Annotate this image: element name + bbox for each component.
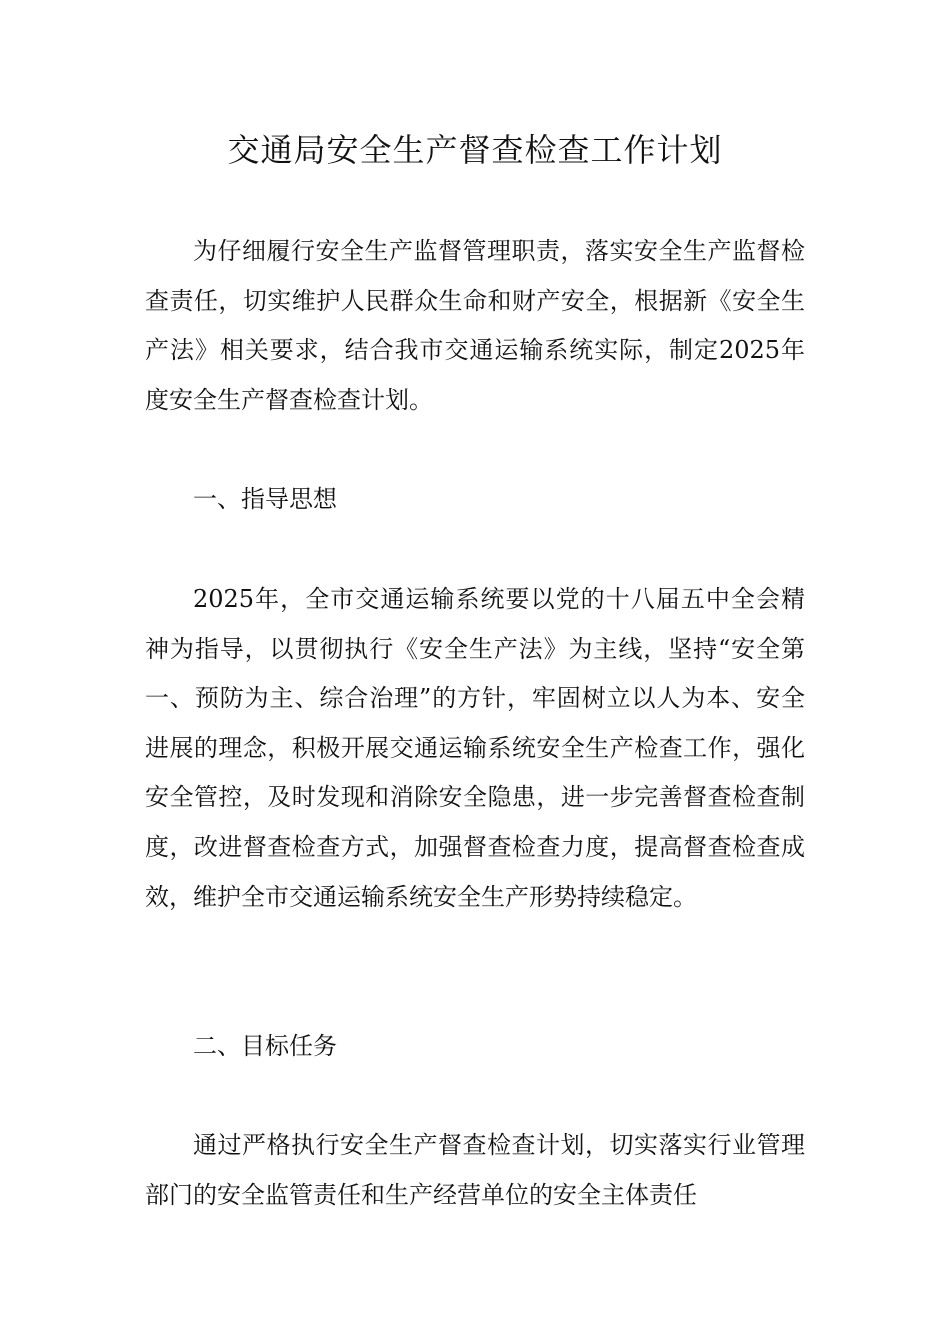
section-heading-goals-tasks: 二、目标任务 [193,1032,337,1060]
intro-paragraph: 为仔细履行安全生产监督管理职责，落实安全生产监督检查责任，切实维护人民群众生命和财产安全，根据新《安全生产法》相关要求，结合我市交通运输系统实际，制定2025年度安全生产督查检查计划。 [145,237,805,414]
guiding-ideology-paragraph: 2025年，全市交通运输系统要以党的十八届五中全会精神为指导，以贯彻执行《安全生产法》为主线，坚持“安全第一、预防为主、综合治理”的方针，牢固树立以人为本、安全进展的理念，积极开展交通运输系统安全生产检查工作，强化安全管控，及时发现和消除安全隐患，进一步完善督查检查制度，改进督查检查方式，加强督查检查力度，提高督查检查成效，维护全市交通运输系统安全生产形势持续稳定。 [145,585,805,911]
section-heading-guiding-ideology: 一、指导思想 [193,485,337,513]
document-title: 交通局安全生产督查检查工作计划 [227,131,723,169]
goals-tasks-paragraph: 通过严格执行安全生产督查检查计划，切实落实行业管理部门的安全监管责任和生产经营单位的安全主体责任 [145,1131,805,1209]
